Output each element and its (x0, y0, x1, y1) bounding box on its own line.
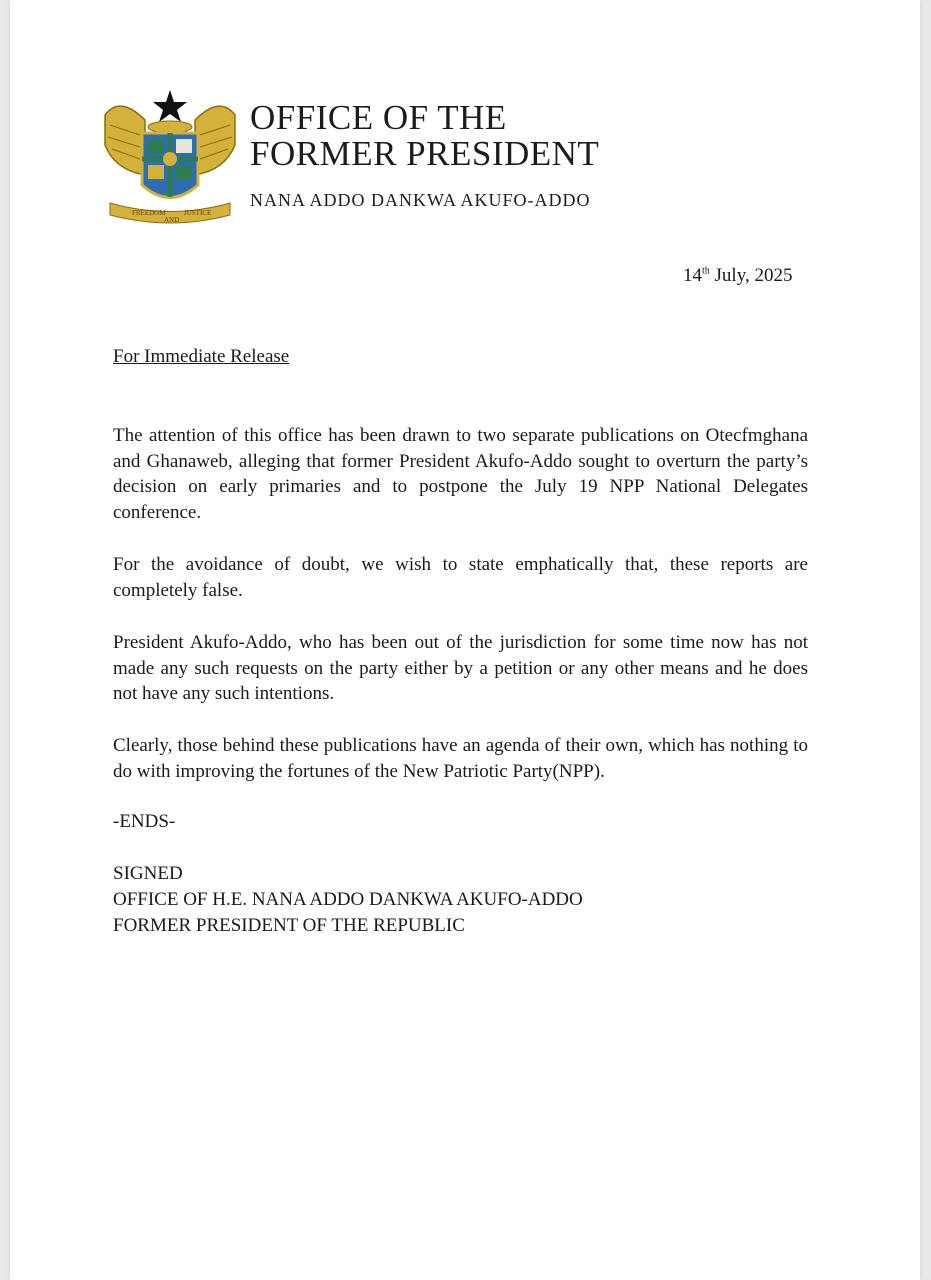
release-heading: For Immediate Release (113, 346, 290, 367)
signature-line: SIGNED (113, 863, 183, 884)
body-paragraph: President Akufo-Addo, who has been out of the jurisdiction for some time now has not made any such requests on the party either by a petition or any other means and he does not have any such intentions. (113, 632, 808, 704)
body-paragraph: For the avoidance of doubt, we wish to state emphatically that, these reports are completely false. (113, 554, 808, 601)
ends-marker: -ENDS- (113, 811, 176, 832)
office-subtitle: NANA ADDO DANKWA AKUFO-ADDO (250, 190, 591, 210)
body-paragraph: Clearly, those behind these publications have an agenda of their own, which has nothing to do with improving the fortunes of the New Patriotic Party(NPP). (113, 735, 808, 782)
office-title-line2: FORMER PRESIDENT (250, 134, 600, 173)
svg-text:JUSTICE: JUSTICE (184, 209, 212, 217)
signature-line: OFFICE OF H.E. NANA ADDO DANKWA AKUFO-ADDO (113, 889, 583, 910)
office-title (250, 100, 599, 172)
body-paragraph: The attention of this office has been drawn to two separate publications on Otecfmghana and Ghanaweb, alleging that former President Akufo-Addo sought to overturn the party’s decision on early primaries and to postpone the July 19 NPP National Delegates conference. (113, 425, 808, 523)
date-suffix: th (702, 265, 710, 277)
ghana-coat-of-arms-icon (90, 85, 250, 235)
signature-line: FORMER PRESIDENT OF THE REPUBLIC (113, 915, 465, 936)
release-date (683, 265, 792, 287)
document-page (10, 0, 920, 1280)
date-rest: July, 2025 (709, 265, 793, 286)
office-title-line1: OFFICE OF THE (250, 98, 507, 137)
svg-text:FREEDOM: FREEDOM (132, 209, 166, 217)
signature-block (113, 861, 583, 939)
date-day: 14 (683, 265, 702, 286)
svg-text:AND: AND (164, 216, 180, 224)
